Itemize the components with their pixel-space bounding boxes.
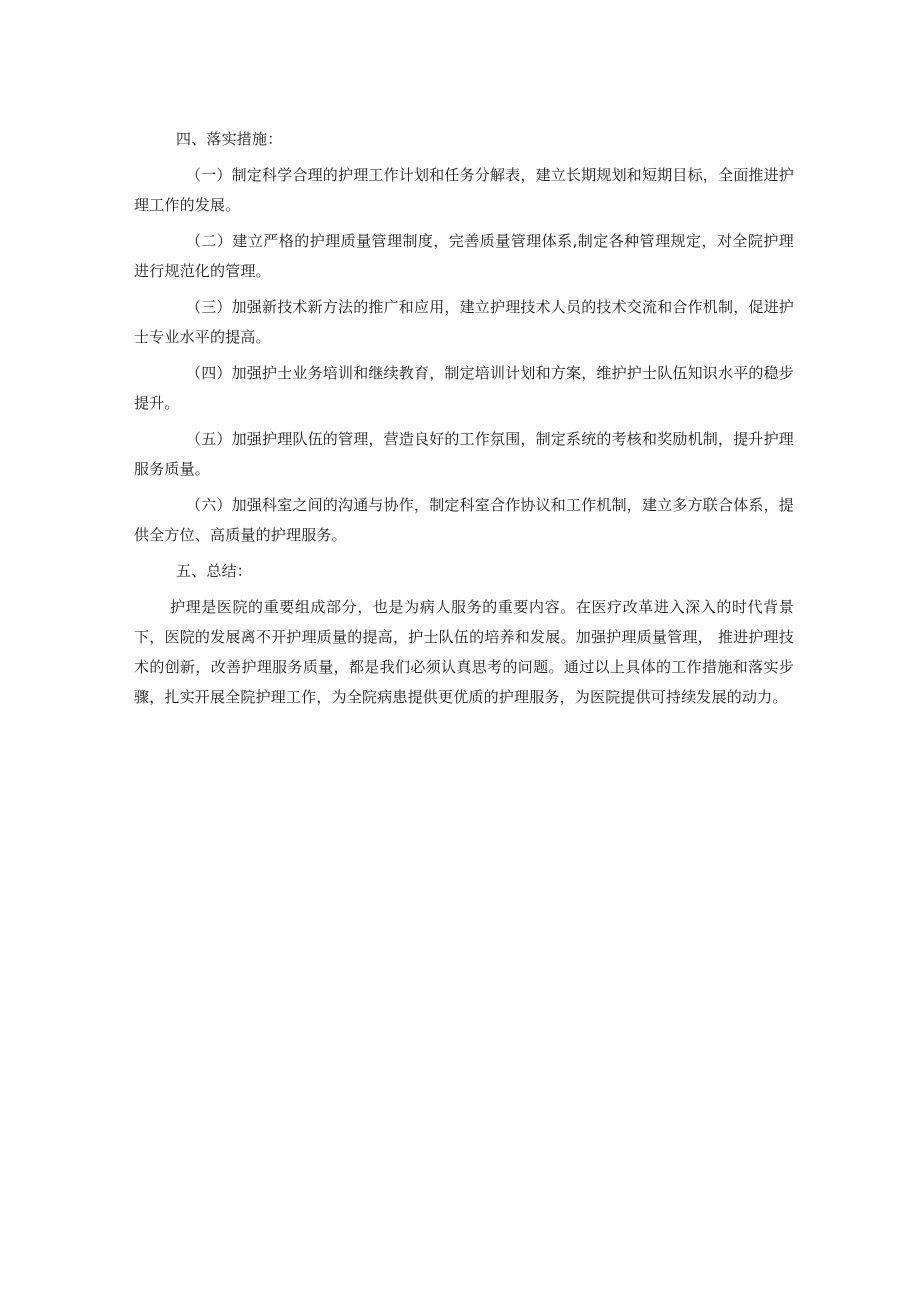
measure-item-3: （三）加强新技术新方法的推广和应用，建立护理技术人员的技术交流和合作机制，促进护士专业水平的提高。 (134, 298, 795, 346)
section-heading-summary: 五、总结： (176, 562, 253, 580)
document-body (134, 124, 794, 718)
measure-item-6: （六）加强科室之间的沟通与协作，制定科室合作协议和工作机制，建立多方联合体系，提供全方位、高质量的护理服务。 (134, 496, 795, 544)
measure-item-4: （四）加强护士业务培训和继续教育，制定培训计划和方案，维护护士队伍知识水平的稳步提升。 (134, 364, 795, 412)
measure-item-5: （五）加强护理队伍的管理，营造良好的工作氛围，制定系统的考核和奖励机制，提升护理服务质量。 (134, 430, 795, 478)
measure-item-1: （一）制定科学合理的护理工作计划和任务分解表，建立长期规划和短期目标，全面推进护理工作的发展。 (134, 166, 795, 214)
measure-item-2: （二）建立严格的护理质量管理制度，完善质量管理体系,制定各种管理规定，对全院护理进行规范化的管理。 (134, 232, 794, 280)
summary-paragraph: 护理是医院的重要组成部分，也是为病人服务的重要内容。在医疗改革进入深入的时代背景下，医院的发展离不开护理质量的提高，护士队伍的培养和发展。加强护理质量管理， 推进护理技术的创新，改善护理服务质量，都是我们必须认真思考的问题。通过以上具体的工作措施和落实步骤，扎实开展全院护理工作，为全院病患提供更优质的护理服务，为医院提供可持续发展的动力。 (134, 598, 794, 706)
section-heading-measures: 四、落实措施： (176, 130, 283, 148)
